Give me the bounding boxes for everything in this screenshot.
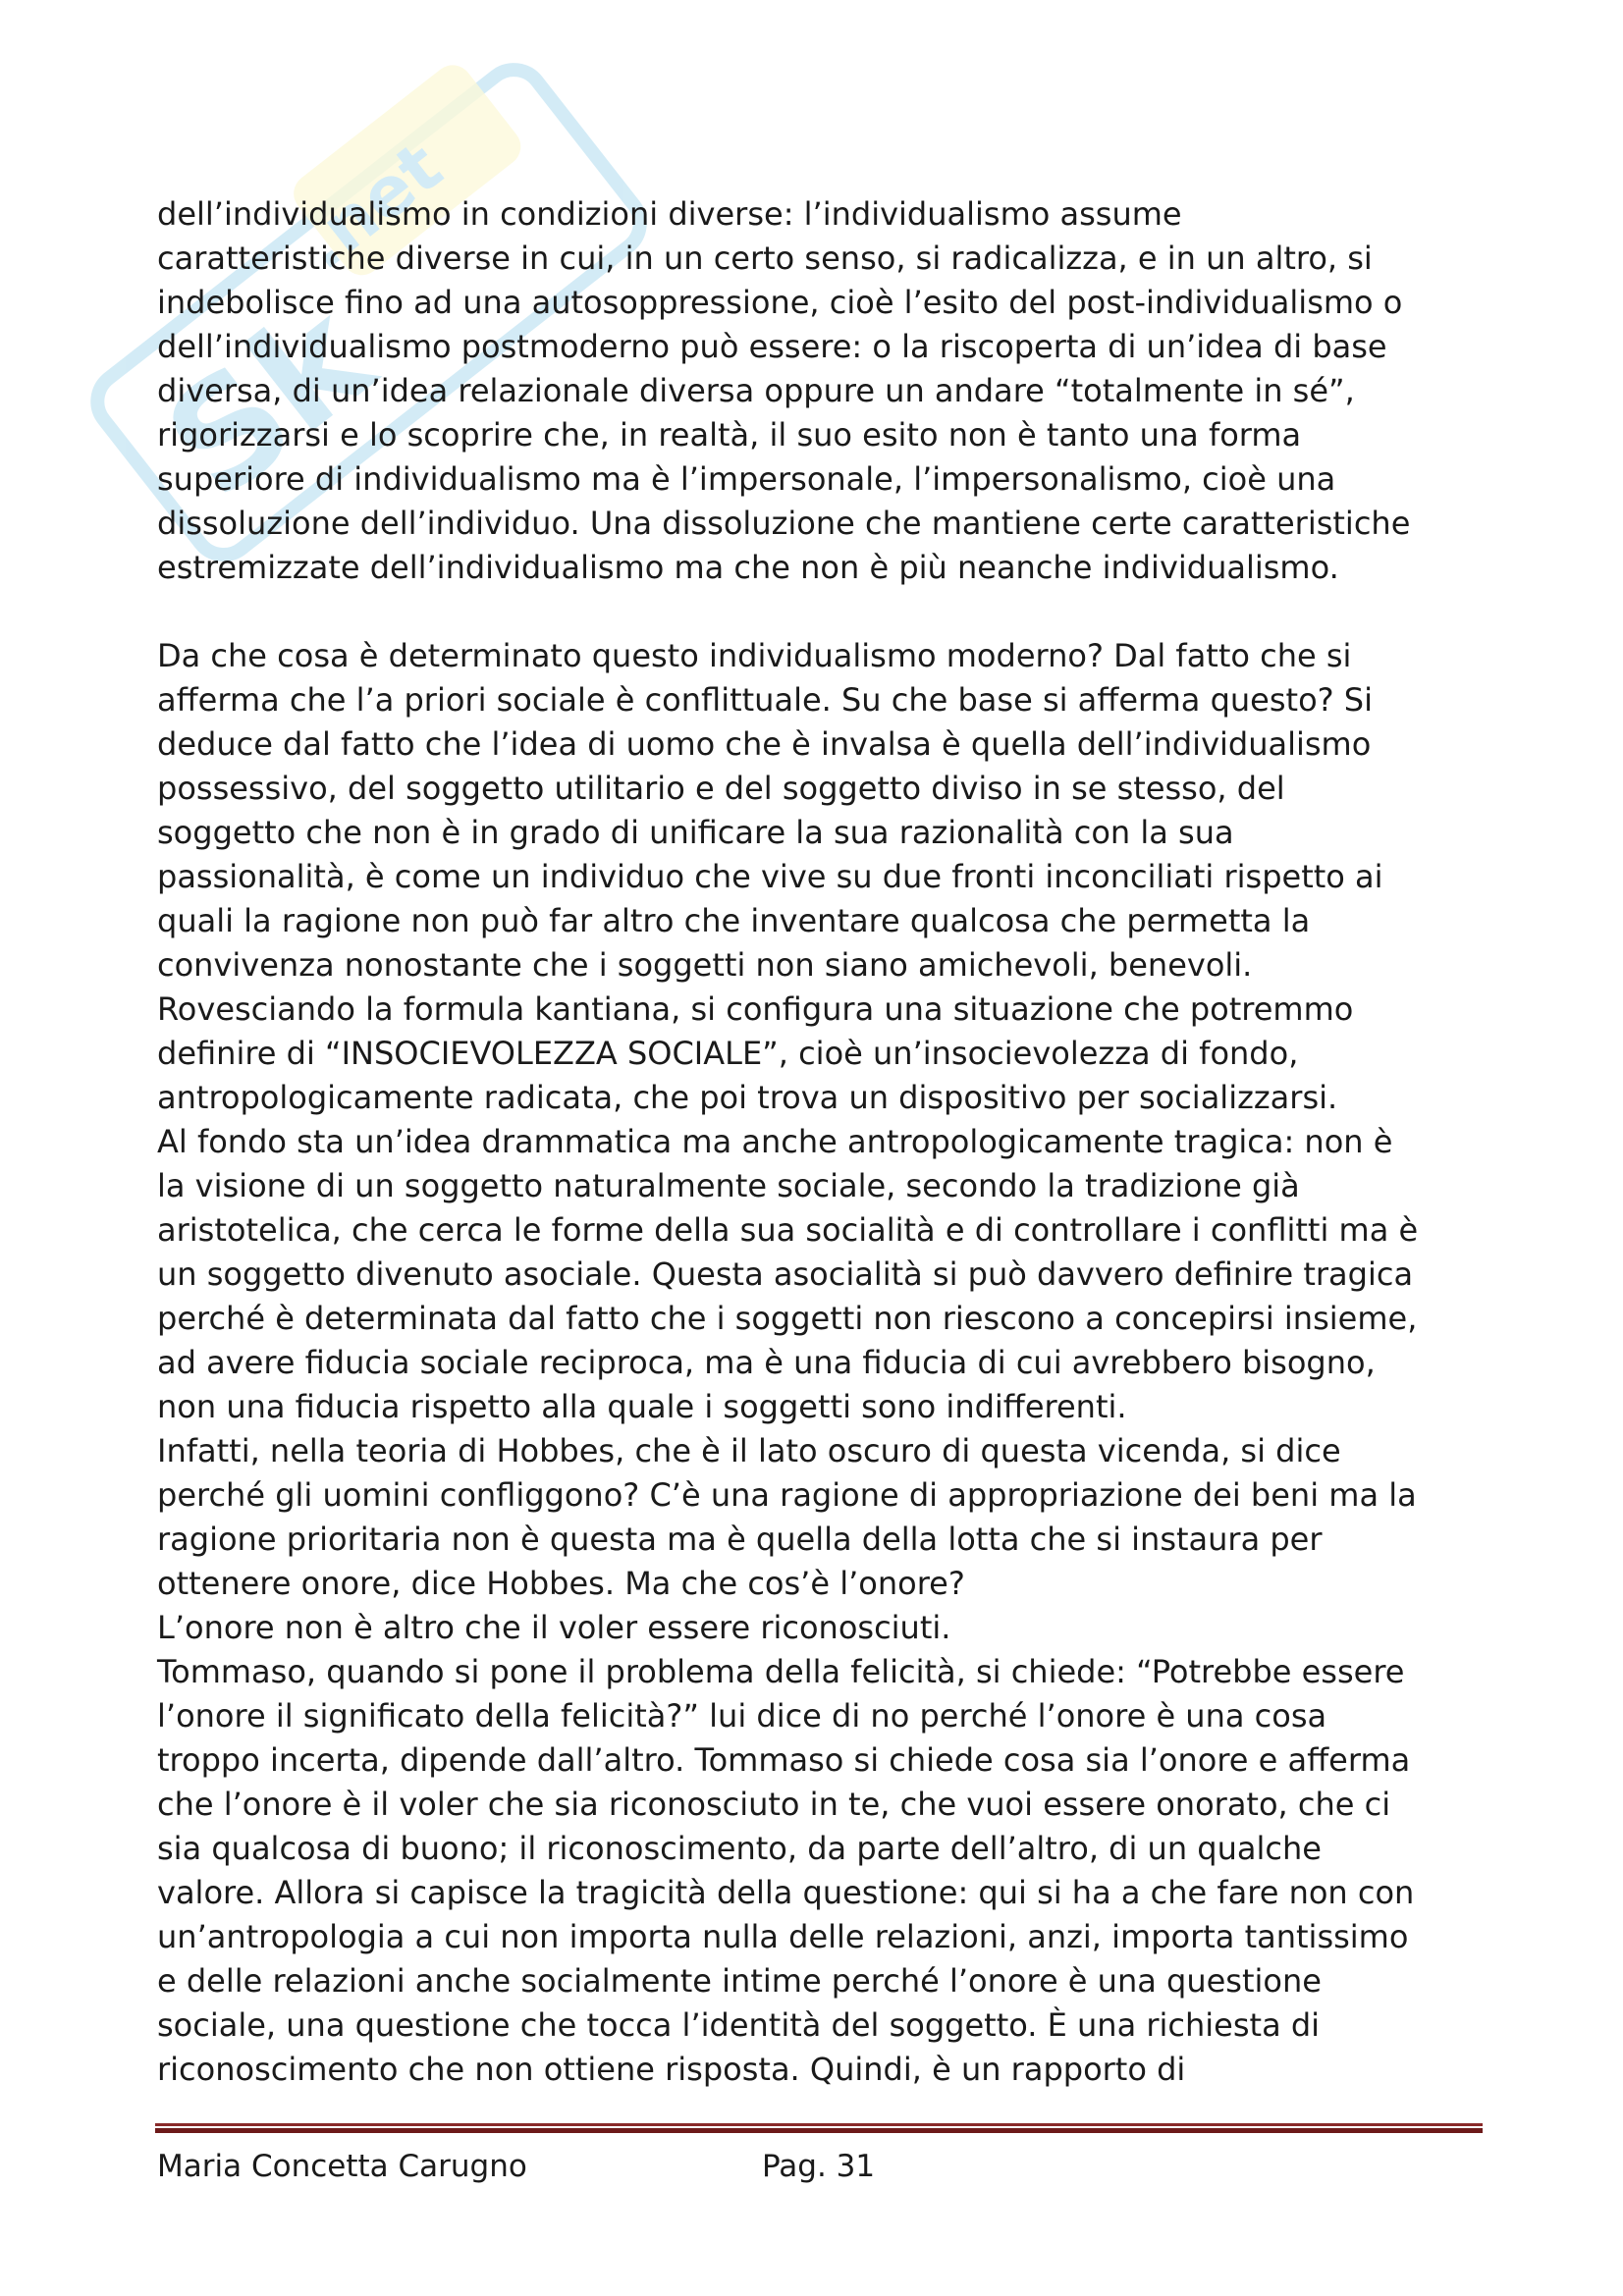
text-line: l’onore il significato della felicità?” lui dice di no perché l’onore è una cosa [157,1697,1327,1735]
text-line: definire di “INSOCIEVOLEZZA SOCIALE”, cioè un’insocievolezza di fondo, [157,1035,1299,1072]
paragraph-spacer [157,590,1492,634]
text-line: Al fondo sta un’idea drammatica ma anche antropologicamente tragica: non è [157,1123,1393,1160]
text-line: che l’onore è il voler che sia riconosciuto in te, che vuoi essere onorato, che ci [157,1786,1391,1823]
text-line: ad avere fiducia sociale reciproca, ma è una fiducia di cui avrebbero bisogno, [157,1344,1376,1381]
text-line: possessivo, del soggetto utilitario e del soggetto diviso in se stesso, del [157,770,1285,807]
footer-divider [155,2123,1483,2135]
page-footer [157,2147,1492,2196]
text-line: convivenza nonostante che i soggetti non siano amichevoli, benevoli. [157,946,1253,984]
document-body [157,192,1492,2092]
text-line: Infatti, nella teoria di Hobbes, che è il lato oscuro di questa vicenda, si dice [157,1432,1341,1469]
text-line: deduce dal fatto che l’idea di uomo che è invalsa è quella dell’individualismo [157,725,1372,763]
text-line: ragione prioritaria non è questa ma è quella della lotta che si instaura per [157,1521,1323,1558]
svg-text:Sk: Sk [135,271,403,532]
paragraph-2 [157,634,1492,2092]
text-line: rigorizzarsi e lo scoprire che, in realtà, il suo esito non è tanto una forma [157,416,1302,454]
text-line: non una fiducia rispetto alla quale i soggetti sono indifferenti. [157,1388,1127,1425]
text-line: la visione di un soggetto naturalmente sociale, secondo la tradizione già [157,1167,1300,1204]
text-line: diversa, di un’idea relazionale diversa oppure un andare “totalmente in sé”, [157,372,1355,409]
text-line: dissoluzione dell’individuo. Una dissoluzione che mantiene certe caratteristiche [157,505,1411,542]
text-line: e delle relazioni anche socialmente intime perché l’onore è una questione [157,1962,1322,2000]
text-line: troppo incerta, dipende dall’altro. Tommaso si chiede cosa sia l’onore e afferma [157,1741,1411,1779]
text-line: ottenere onore, dice Hobbes. Ma che cos’è l’onore? [157,1565,965,1602]
text-line: passionalità, è come un individuo che vive su due fronti inconciliati rispetto ai [157,858,1383,895]
text-line: antropologicamente radicata, che poi trova un dispositivo per socializzarsi. [157,1079,1338,1116]
text-line: superiore di individualismo ma è l’impersonale, l’impersonalismo, cioè una [157,460,1336,498]
text-line: Rovesciando la formula kantiana, si configura una situazione che potremmo [157,990,1354,1028]
text-line: un soggetto divenuto asociale. Questa asocialità si può davvero definire tragica [157,1255,1414,1293]
text-line: aristotelica, che cerca le forme della sua socialità e di controllare i conflitti ma è [157,1211,1419,1249]
text-line: Da che cosa è determinato questo individualismo moderno? Dal fatto che si [157,637,1352,674]
text-line: un’antropologia a cui non importa nulla delle relazioni, anzi, importa tantissimo [157,1918,1409,1955]
text-line: quali la ragione non può far altro che inventare qualcosa che permetta la [157,902,1311,939]
text-line: dell’individualismo postmoderno può essere: o la riscoperta di un’idea di base [157,328,1387,365]
text-line: perché è determinata dal fatto che i soggetti non riescono a concepirsi insieme, [157,1300,1418,1337]
text-line: soggetto che non è in grado di unificare la sua razionalità con la sua [157,814,1234,851]
footer-author: Maria Concetta Carugno [157,2149,527,2184]
text-line: L’onore non è altro che il voler essere riconosciuti. [157,1609,951,1646]
text-line: perché gli uomini confliggono? C’è una ragione di appropriazione dei beni ma la [157,1476,1417,1514]
svg-text:.net: .net [285,126,458,286]
text-line: riconoscimento che non ottiene risposta. Quindi, è un rapporto di [157,2051,1186,2088]
text-line: indebolisce fino ad una autosoppressione, cioè l’esito del post-individualismo o [157,284,1403,321]
text-line: caratteristiche diverse in cui, in un certo senso, si radicalizza, e in un altro, si [157,240,1373,277]
text-line: sociale, una questione che tocca l’identità del soggetto. È una richiesta di [157,2006,1321,2044]
paragraph-1 [157,192,1492,590]
text-line: afferma che l’a priori sociale è conflittuale. Su che base si afferma questo? Si [157,681,1373,719]
page-number: Pag. 31 [762,2149,876,2184]
text-line: valore. Allora si capisce la tragicità della questione: qui si ha a che fare non con [157,1874,1415,1911]
text-line: sia qualcosa di buono; il riconoscimento, da parte dell’altro, di un qualche [157,1830,1322,1867]
text-line: estremizzate dell’individualismo ma che non è più neanche individualismo. [157,549,1339,586]
text-line: dell’individualismo in condizioni diverse: l’individualismo assume [157,195,1182,233]
text-line: Tommaso, quando si pone il problema della felicità, si chiede: “Potrebbe essere [157,1653,1405,1690]
